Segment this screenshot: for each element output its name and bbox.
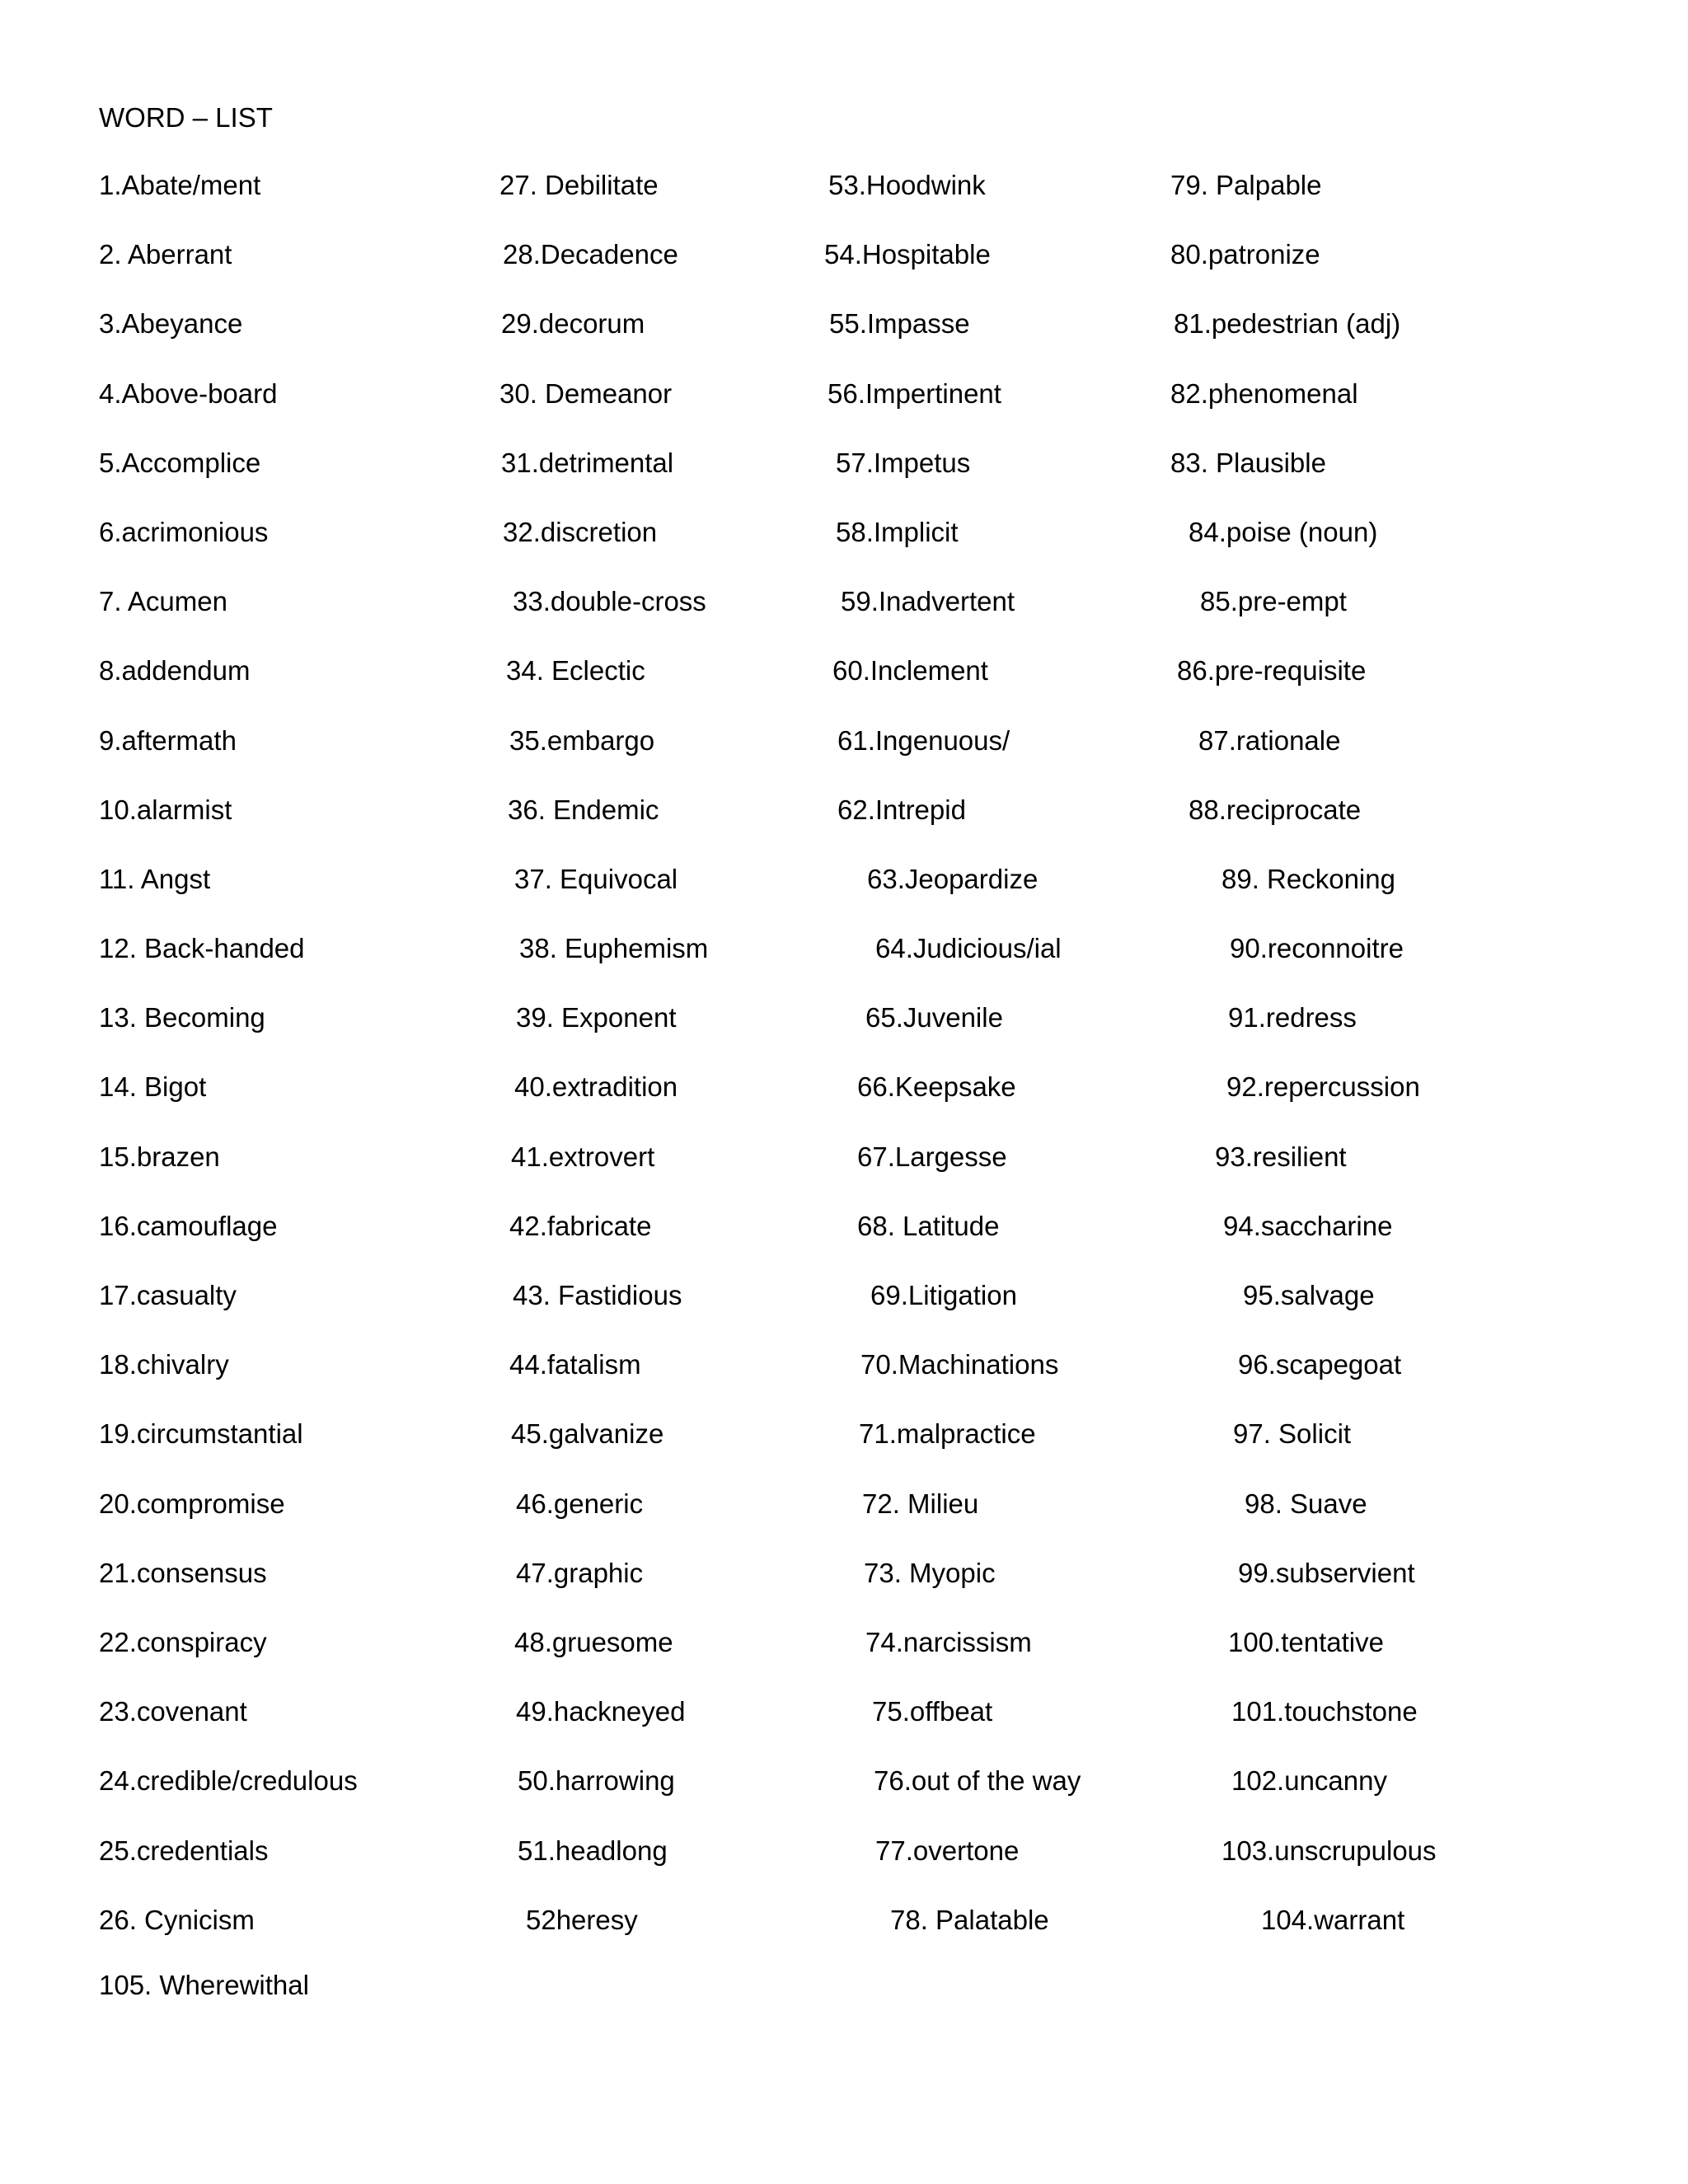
word-entry: 82.phenomenal <box>1170 377 1358 409</box>
word-entry: 70.Machinations <box>860 1349 1059 1380</box>
word-entry: 75.offbeat <box>872 1696 993 1727</box>
word-entry: 52heresy <box>526 1904 638 1935</box>
word-entry: 30. Demeanor <box>499 377 673 409</box>
word-entry: 28.Decadence <box>503 239 678 270</box>
word-entry: 29.decorum <box>501 308 645 340</box>
word-entry: 91.redress <box>1228 1002 1357 1033</box>
word-entry: 97. Solicit <box>1233 1418 1352 1450</box>
word-entry: 16.camouflage <box>99 1210 278 1241</box>
word-entry: 4.Above-board <box>99 377 278 409</box>
word-entry: 9.aftermath <box>99 724 237 756</box>
word-entry: 11. Angst <box>99 863 211 894</box>
word-column-1 <box>99 165 358 1969</box>
word-entry: 79. Palpable <box>1170 170 1322 200</box>
word-entry: 100.tentative <box>1228 1626 1384 1657</box>
word-entry: 42.fabricate <box>509 1210 652 1241</box>
word-entry: 83. Plausible <box>1170 447 1326 478</box>
word-entry: 67.Largesse <box>857 1141 1007 1172</box>
word-entry: 78. Palatable <box>890 1904 1049 1935</box>
word-entry: 74.narcissism <box>865 1626 1032 1657</box>
word-entry: 89. Reckoning <box>1221 863 1395 894</box>
word-entry: 95.salvage <box>1243 1280 1375 1310</box>
word-entry: 6.acrimonious <box>99 516 269 547</box>
word-entry: 99.subservient <box>1238 1557 1415 1588</box>
word-entry: 58.Implicit <box>836 516 959 547</box>
word-entry: 3.Abeyance <box>99 308 243 340</box>
word-entry: 87.rationale <box>1198 724 1341 756</box>
word-entry: 10.alarmist <box>99 794 232 825</box>
word-entry: 53.Hoodwink <box>828 170 986 200</box>
word-entry: 59.Inadvertent <box>841 586 1015 617</box>
word-entry: 94.saccharine <box>1223 1210 1393 1241</box>
word-entry: 24.credible/credulous <box>99 1765 358 1797</box>
word-entry: 41.extrovert <box>511 1141 655 1172</box>
word-entry: 92.repercussion <box>1226 1071 1420 1103</box>
word-entry: 57.Impetus <box>836 447 971 478</box>
word-entry: 96.scapegoat <box>1238 1349 1402 1380</box>
word-entry: 102.uncanny <box>1231 1765 1387 1797</box>
word-entry: 63.Jeopardize <box>867 863 1039 894</box>
word-column-3 <box>824 165 1081 1969</box>
word-entry: 62.Intrepid <box>837 794 966 825</box>
word-entry: 12. Back-handed <box>99 933 305 964</box>
word-entry: 38. Euphemism <box>519 933 709 964</box>
word-entry: 39. Exponent <box>516 1002 677 1033</box>
word-entry: 72. Milieu <box>862 1488 979 1519</box>
word-entry: 23.covenant <box>99 1696 247 1727</box>
word-entry: 31.detrimental <box>501 447 674 478</box>
word-entry: 21.consensus <box>99 1557 267 1588</box>
word-entry: 13. Becoming <box>99 1002 265 1033</box>
word-entry: 68. Latitude <box>857 1210 1000 1241</box>
word-entry: 34. Eclectic <box>506 655 645 687</box>
word-entry: 36. Endemic <box>508 794 659 825</box>
word-entry: 33.double-cross <box>513 586 706 617</box>
word-entry: 27. Debilitate <box>499 170 659 200</box>
word-entry: 25.credentials <box>99 1835 269 1866</box>
word-entry: 86.pre-requisite <box>1177 655 1367 687</box>
word-entry: 32.discretion <box>503 516 658 547</box>
word-entry: 76.out of the way <box>874 1765 1081 1797</box>
word-entry: 60.Inclement <box>832 655 988 687</box>
word-entry: 64.Judicious/ial <box>875 933 1062 964</box>
word-entry: 56.Impertinent <box>828 377 1001 409</box>
word-entry: 103.unscrupulous <box>1221 1835 1437 1866</box>
word-entry: 48.gruesome <box>514 1626 673 1657</box>
word-entry: 80.patronize <box>1170 239 1320 270</box>
word-entry: 65.Juvenile <box>865 1002 1003 1033</box>
word-entry: 90.reconnoitre <box>1230 933 1404 964</box>
word-entry: 77.overtone <box>875 1835 1020 1866</box>
word-entry: 73. Myopic <box>864 1557 996 1588</box>
word-entry-last: 105. Wherewithal <box>99 1970 309 2000</box>
word-column-4 <box>1170 165 1437 1969</box>
word-entry: 88.reciprocate <box>1189 794 1362 825</box>
word-entry: 55.Impasse <box>829 308 970 340</box>
word-entry: 46.generic <box>516 1488 644 1519</box>
word-entry: 22.conspiracy <box>99 1626 267 1657</box>
word-entry: 7. Acumen <box>99 586 227 617</box>
word-entry: 93.resilient <box>1215 1141 1347 1172</box>
word-entry: 50.harrowing <box>518 1765 675 1797</box>
word-entry: 84.poise (noun) <box>1189 516 1378 547</box>
word-entry: 18.chivalry <box>99 1349 229 1380</box>
word-entry: 104.warrant <box>1261 1904 1405 1935</box>
word-entry: 17.casualty <box>99 1280 237 1310</box>
word-entry: 66.Keepsake <box>857 1071 1016 1103</box>
word-entry: 81.pedestrian (adj) <box>1174 308 1401 340</box>
word-entry: 14. Bigot <box>99 1071 207 1103</box>
word-entry: 43. Fastidious <box>513 1280 682 1310</box>
word-entry: 20.compromise <box>99 1488 285 1519</box>
word-entry: 49.hackneyed <box>516 1696 686 1727</box>
word-entry: 71.malpractice <box>859 1418 1036 1450</box>
word-entry: 45.galvanize <box>511 1418 664 1450</box>
word-entry: 40.extradition <box>514 1071 678 1103</box>
page-title: WORD – LIST <box>99 102 273 133</box>
word-entry: 51.headlong <box>518 1835 668 1866</box>
word-entry: 47.graphic <box>516 1557 644 1588</box>
word-entry: 8.addendum <box>99 655 251 687</box>
word-entry: 5.Accomplice <box>99 447 261 478</box>
word-entry: 54.Hospitable <box>824 239 991 270</box>
word-entry: 1.Abate/ment <box>99 170 261 200</box>
word-entry: 44.fatalism <box>509 1349 641 1380</box>
word-entry: 19.circumstantial <box>99 1418 303 1450</box>
word-entry: 98. Suave <box>1245 1488 1367 1519</box>
word-entry: 37. Equivocal <box>514 863 678 894</box>
word-entry: 61.Ingenuous/ <box>837 724 1010 756</box>
word-entry: 35.embargo <box>509 724 655 756</box>
word-entry: 101.touchstone <box>1231 1696 1418 1727</box>
word-entry: 15.brazen <box>99 1141 220 1172</box>
word-entry: 85.pre-empt <box>1200 586 1347 617</box>
word-entry: 26. Cynicism <box>99 1904 255 1935</box>
word-entry: 2. Aberrant <box>99 239 232 270</box>
word-entry: 69.Litigation <box>870 1280 1017 1310</box>
word-column-2 <box>499 165 708 1969</box>
